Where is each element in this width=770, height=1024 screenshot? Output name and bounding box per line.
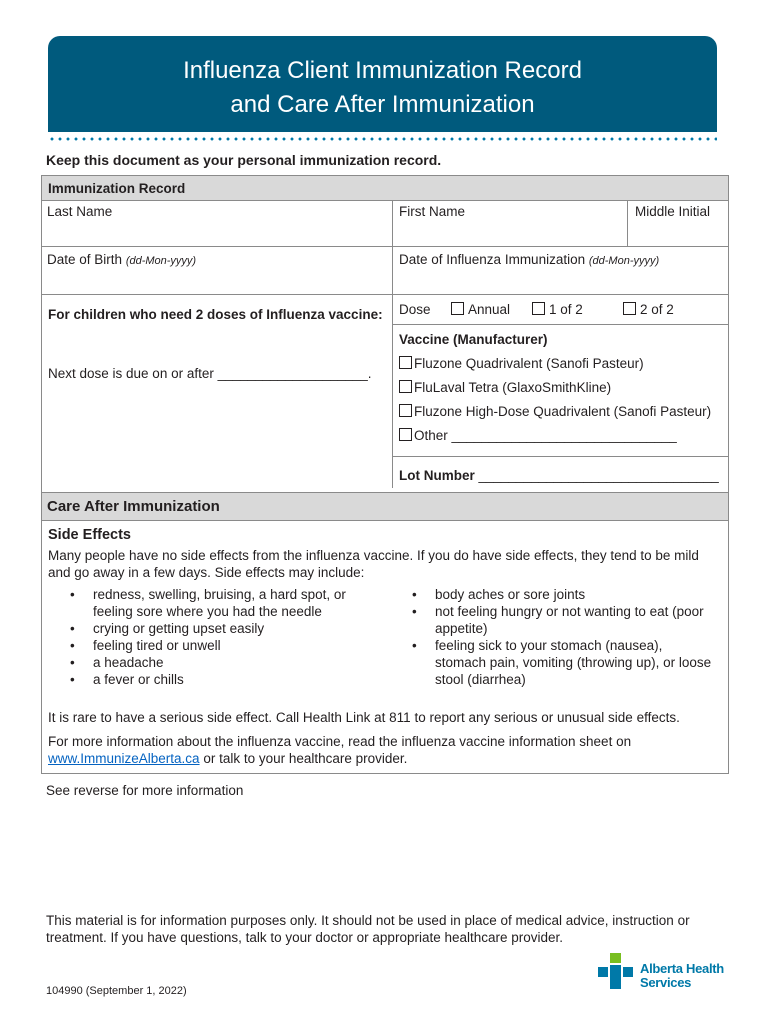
- title-line-2: and Care After Immunization: [230, 91, 535, 118]
- first-name-field[interactable]: First Name: [399, 204, 466, 219]
- list-item: • a headache: [48, 654, 378, 671]
- rare-side-effect-text: It is rare to have a serious side effect. Call Health Link at 811 to report any serious or unusual side effects.: [48, 710, 680, 725]
- dob-label: Date of Birth: [47, 252, 123, 267]
- next-dose-field[interactable]: Next dose is due on or after ____________________.: [48, 366, 372, 381]
- checkbox-icon: [451, 302, 464, 315]
- ahs-cross-icon: [596, 953, 636, 993]
- middle-initial-field[interactable]: Middle Initial: [635, 204, 711, 219]
- divider: [392, 200, 393, 246]
- alberta-health-services-logo: [596, 953, 726, 993]
- dose-label: Dose: [399, 302, 431, 317]
- disclaimer-text: This material is for information purposes only. It should not be used in place of medical advice, instruction or treatment. If you have questions, talk to your doctor or appropriate healthcare provider.: [46, 913, 690, 945]
- divider: [42, 246, 728, 247]
- list-item: • feeling sick to your stomach (nausea), stomach pain, vomiting (throwing up), or loose stool (diarrhea): [390, 637, 720, 688]
- side-effects-intro: Many people have no side effects from the influenza vaccine. If you do have side effects, they tend to be mild and go away in a few days. Side effects may include:: [48, 548, 699, 580]
- list-item: • a fever or chills: [48, 671, 378, 688]
- list-item: • body aches or sore joints: [390, 586, 720, 603]
- vaccine-option-flulaval[interactable]: FluLaval Tetra (GlaxoSmithKline): [399, 380, 611, 395]
- side-effects-list-left: [48, 586, 378, 688]
- care-after-header: Care After Immunization: [42, 492, 728, 521]
- list-item: • not feeling hungry or not wanting to eat (poor appetite): [390, 603, 720, 637]
- vaccine-option-fluzone-hd[interactable]: Fluzone High-Dose Quadrivalent (Sanofi Pasteur): [399, 404, 711, 419]
- logo-text: Alberta Health Services: [640, 961, 724, 990]
- see-reverse-note: See reverse for more information: [46, 783, 244, 798]
- immunization-record-header: Immunization Record: [42, 176, 728, 200]
- dose-1-of-2-checkbox[interactable]: 1 of 2: [532, 302, 583, 317]
- lot-number-field[interactable]: Lot Number ________________________________: [399, 468, 719, 483]
- checkbox-icon: [399, 380, 412, 393]
- list-item: • redness, swelling, bruising, a hard spot, or feeling sore where you had the needle: [48, 586, 378, 620]
- title-line-1: Influenza Client Immunization Record: [183, 57, 582, 84]
- immunize-alberta-link[interactable]: www.ImmunizeAlberta.ca: [48, 750, 200, 766]
- last-name-field[interactable]: Last Name: [47, 204, 113, 219]
- checkbox-icon: [399, 356, 412, 369]
- side-effects-list-right: [390, 586, 720, 688]
- checkbox-icon: [399, 404, 412, 417]
- title-banner: [48, 36, 717, 132]
- checkbox-icon: [532, 302, 545, 315]
- checkbox-icon: [399, 428, 412, 441]
- flu-date-label: Date of Influenza Immunization: [399, 252, 586, 267]
- document-code: 104990 (September 1, 2022): [46, 985, 187, 997]
- vaccine-option-fluzone-quad[interactable]: Fluzone Quadrivalent (Sanofi Pasteur): [399, 356, 644, 371]
- list-item: • feeling tired or unwell: [48, 637, 378, 654]
- divider: [392, 324, 728, 325]
- dose-annual-checkbox[interactable]: Annual: [451, 302, 510, 317]
- side-effects-title: Side Effects: [48, 527, 131, 543]
- vaccine-heading: Vaccine (Manufacturer): [399, 332, 548, 347]
- divider: [627, 200, 628, 246]
- dob-format: (dd-Mon-yyyy): [125, 255, 197, 267]
- dob-field[interactable]: [47, 252, 196, 267]
- record-form: [41, 175, 729, 774]
- divider: [42, 200, 728, 201]
- divider: [392, 246, 393, 488]
- children-doses-label: For children who need 2 doses of Influenza vaccine:: [48, 307, 383, 322]
- divider: [42, 294, 728, 295]
- flu-date-format: (dd-Mon-yyyy): [588, 255, 660, 267]
- intro-text: Keep this document as your personal immunization record.: [46, 152, 442, 168]
- vaccine-option-other[interactable]: Other ______________________________: [399, 428, 677, 443]
- divider: [392, 456, 728, 457]
- dose-2-of-2-checkbox[interactable]: 2 of 2: [623, 302, 674, 317]
- checkbox-icon: [623, 302, 636, 315]
- dotted-divider: [48, 137, 717, 141]
- more-info-text: For more information about the influenza vaccine, read the influenza vaccine information sheet on www.ImmunizeAlberta.ca or talk to your healthcare provider.: [48, 734, 632, 766]
- flu-date-field[interactable]: [399, 252, 659, 267]
- list-item: • crying or getting upset easily: [48, 620, 378, 637]
